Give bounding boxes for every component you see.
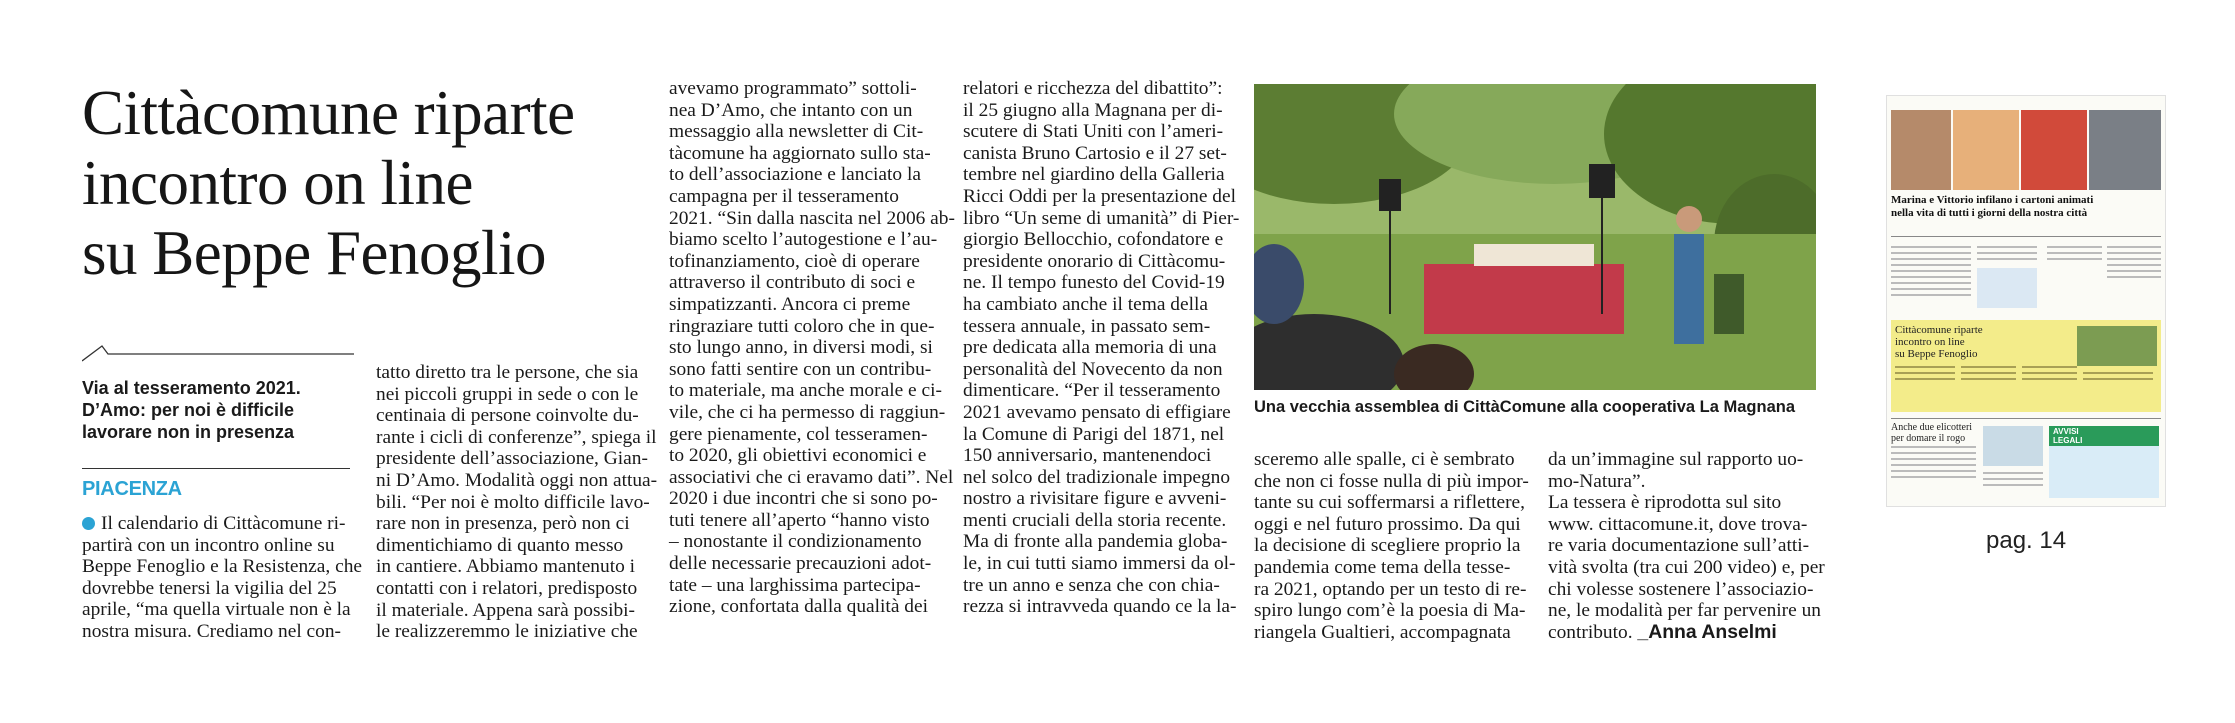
text-line: Beppe Fenoglio e la Resistenza, che [82,556,362,578]
text-line: centinaia di persone coinvolte du- [376,405,639,427]
divider [82,468,350,469]
bullet-dot-icon [82,517,95,530]
text-line: libro “Un seme di umanità” di Pier- [963,207,1240,229]
text-line: tatto diretto tra le persone, che sia [376,362,639,383]
text-line: nostra misura. Crediamo nel con- [82,620,342,642]
text-line: in cantiere. Abbiamo mantenuto i [376,556,636,578]
text-line: to dell’associazione e lanciato la [669,164,921,186]
text-line: dovrebbe tenersi la vigilia del 25 [82,577,337,599]
text-line: menti cruciali della storia recente. [963,509,1227,531]
text-line: sceremo alle spalle, ci è sembrato [1254,449,1515,470]
text-line: sto lungo anno, in diversi modi, si [669,337,933,359]
text-line: sono fatti sentire con un contribu- [669,358,932,380]
text-line: ringraziare tutti coloro che in que- [669,315,935,337]
text-line: aprile, “ma quella virtuale non è la [82,599,351,621]
text-line: Il calendario di Cittàcomune ri- [82,513,354,535]
article-column-5 [1254,449,1529,643]
page-thumbnail[interactable] [1886,95,2166,507]
headline-line: su Beppe Fenoglio [82,218,546,288]
text-line: tuti tenere all’aperto “hanno visto [669,509,930,531]
text-line: tàcomune ha aggiornato sullo sta- [669,142,931,164]
text-line: la decisione di scegliere proprio la [1254,535,1521,557]
text-line: bili. “Per noi è molto difficile lavo- [376,491,650,513]
text-line: presidente dell’associazione, Gian- [376,448,648,470]
text-line: Ricci Oddi per la presentazione del [963,185,1236,207]
text-line: zione, confortata dalla qualità dei [669,596,928,618]
text-line: ha cambiato anche il tema della [963,293,1208,315]
text-line: giorgio Bellocchio, cofondatore e [963,229,1224,251]
text-line: simpatizzanti. Ancora ci preme [669,293,911,315]
subhead-line: lavorare non in presenza [82,422,295,442]
text-line: delle necessarie precauzioni adot- [669,553,932,575]
text-line: pre dedicata alla memoria di una [963,337,1217,359]
article-column-4 [963,78,1240,618]
text-line: to 2020, gli obiettivi economici e [669,445,927,467]
text-line: ne, le modalità per far pervenire un [1548,600,1821,622]
text-line: contatti con i relatori, predisposto [376,577,638,599]
article-photo [1254,84,1816,390]
page-number-label: pag. 14 [1986,527,2067,554]
text-line: tembre nel giardino della Galleria [963,164,1225,186]
text-line: messaggio alla newsletter di Cit- [669,121,924,143]
text-line: Ma di fronte alla pandemia globa- [963,531,1228,553]
text-line: contributo. _Anna Anselmi [1548,620,1777,643]
text-line: 2020 i due incontri che si sono po- [669,488,938,510]
byline: _Anna Anselmi [1637,620,1777,643]
text-line: presidente onorario di Cittàcomu- [963,250,1226,272]
text-line: nea D’Amo, che intanto con un [669,99,913,121]
text-line: biamo scelto l’autogestione e l’au- [669,229,938,251]
text-line: rezza si intravveda quando ce la la- [963,596,1237,618]
text-line: tante su cui soffermarsi a riflettere, [1254,492,1525,514]
location-kicker: PIACENZA [82,478,182,500]
text-line: gere pienamente, col tesseramen- [669,423,928,445]
text-line: ni D’Amo. Modalità oggi non attua- [376,469,658,491]
text-line: mo-Natura”. [1548,470,1646,492]
text-line: ra 2021, optando per un testo di re- [1254,578,1527,600]
text-line: chi volesse sostenere l’associazio- [1548,578,1814,600]
text-line: 150 anniversario, mantenendoci [963,445,1212,467]
article-column-1 [82,513,362,643]
text-line: le, in cui tutti siamo immersi da ol- [963,553,1236,575]
text-line: nel solco del tradizionale impegno [963,466,1231,488]
text-line: 2021 avevamo pensato di effigiare [963,401,1231,423]
text-line: nostro a rivisitare figure e avveni- [963,488,1227,510]
article-column-6 [1548,449,1825,643]
text-line: dimentichiamo di quanto messo [376,534,624,556]
thumb-top-headline: Marina e Vittorio infilano i cartoni animati nella vita di tutti i giorni della nostra città [1891,194,2094,219]
text-line: vità svolta (tra cui 200 video) e, per [1548,556,1825,578]
text-line: che non ci fosse nulla di più impor- [1254,470,1529,492]
photo-caption: Una vecchia assemblea di CittàComune alla cooperativa La Magnana [1254,398,1796,416]
text-line: vile, che ci ha permesso di raggiun- [669,401,946,423]
text-line: la Comune di Parigi del 1871, nel [963,423,1225,445]
text-line: relatori e ricchezza del dibattito”: [963,78,1223,99]
headline-line: Cittàcomune riparte [82,78,575,148]
thumb-ad-label: AVVISI LEGALI [2053,427,2083,445]
thumb-mid-headline: Cittàcomune riparte incontro on line su Beppe Fenoglio [1895,324,1983,360]
text-line: ne. Il tempo funesto del Covid-19 [963,272,1225,294]
thumb-bottom-headline: Anche due elicotteri per domare il rogo [1891,422,1973,444]
text-line: www. cittacomune.it, dove trova- [1548,513,1808,535]
text-line: da un’immagine sul rapporto uo- [1548,449,1804,470]
headline-line: incontro on line [82,148,473,218]
text-line: attraverso il contributo di soci e [669,272,916,294]
decorative-rule [82,338,354,362]
text-line: il materiale. Appena sarà possibi- [376,599,635,621]
text-line: scutere di Stati Uniti con l’ameri- [963,121,1224,143]
text-line: tre un anno e senza che con chia- [963,574,1220,596]
text-line: spiro lungo com’è la poesia di Ma- [1254,600,1526,622]
text-line: avevamo programmato” sottoli- [669,78,917,99]
text-line: associativi che ci eravamo dati”. Nel [669,466,954,488]
article-subhead [82,377,354,443]
text-line: dimenticare. “Per il tesseramento [963,380,1221,402]
article-column-3 [669,78,955,618]
article-column-2 [376,362,658,643]
text-line: tate – una larghissima partecipa- [669,574,921,596]
text-line: pandemia come tema della tesse- [1254,556,1511,578]
text-line: partirà con un incontro online su [82,534,335,556]
thumbnail-layout [1887,96,2165,506]
assembly-photo-illustration [1254,84,1816,390]
text-line: oggi e nel futuro prossimo. Da qui [1254,513,1521,535]
text-line: rante i cicli di conferenze”, spiega il [376,426,657,448]
text-line: – nonostante il condizionamento [669,531,922,553]
subhead-line: Via al tesseramento 2021. [82,378,301,398]
text-line: to materiale, ma anche morale e ci- [669,380,942,402]
text-line: tessera annuale, in passato sem- [963,315,1211,337]
text-line: riangela Gualtieri, accompagnata [1254,621,1511,643]
text-line: La tessera è riprodotta sul sito [1548,492,1782,514]
text-line: campagna per il tesseramento [669,185,899,207]
text-line: nei piccoli gruppi in sede o con le [376,383,639,405]
text-line: personalità del Novecento da non [963,358,1223,380]
text-line: il 25 giugno alla Magnana per di- [963,99,1223,121]
text-line: le realizzeremmo le iniziative che [376,621,638,643]
text-line: canista Bruno Cartosio e il 27 set- [963,142,1227,164]
article-headline [82,78,662,288]
text-line: 2021. “Sin dalla nascita nel 2006 ab- [669,207,955,229]
text-line: rare non in presenza, però non ci [376,513,630,535]
text-line: re varia documentazione sull’atti- [1548,535,1810,557]
subhead-line: D’Amo: per noi è difficile [82,400,295,420]
text-line: tofinanziamento, cioè di operare [669,250,920,272]
